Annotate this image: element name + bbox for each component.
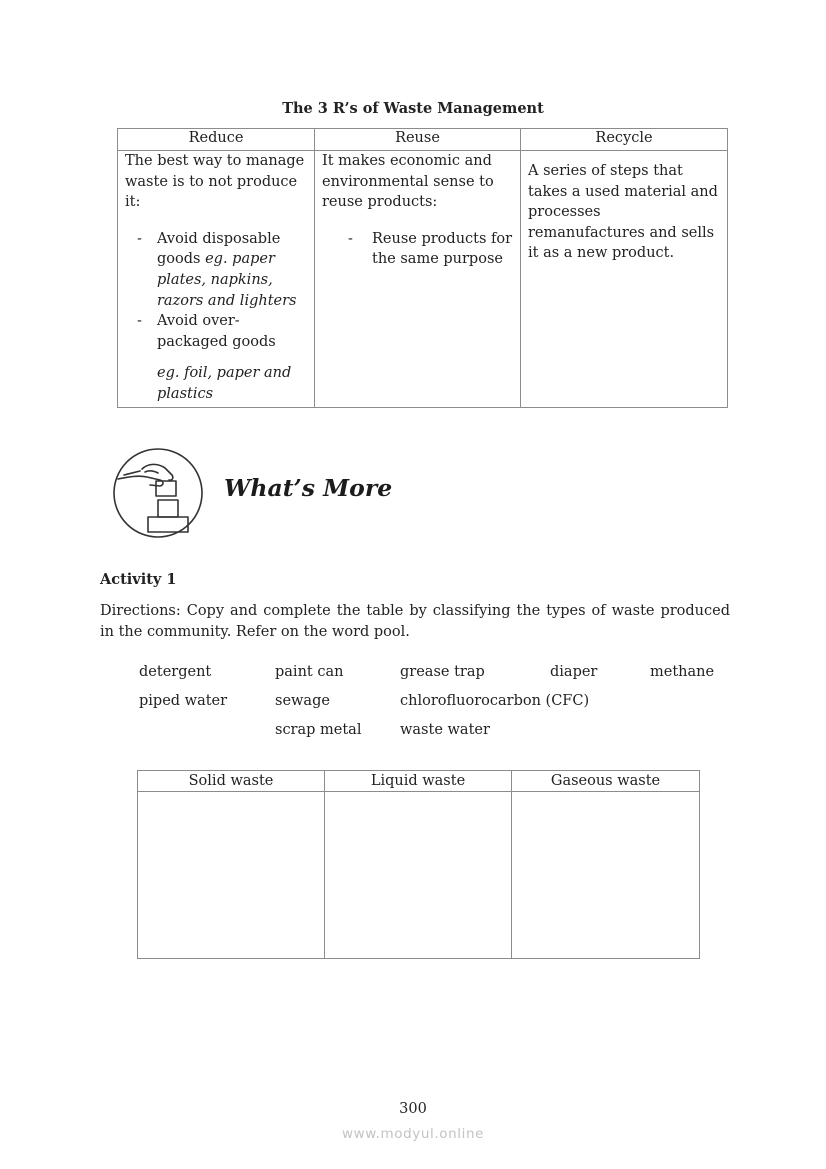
list-item bbox=[322, 229, 514, 270]
list-item bbox=[125, 311, 308, 404]
page-number: 300 bbox=[399, 1101, 427, 1117]
hand-stacking-blocks-icon bbox=[112, 447, 204, 539]
word-sewage: sewage bbox=[275, 693, 330, 709]
word-grease-trap: grease trap bbox=[400, 664, 485, 680]
table-row bbox=[118, 151, 728, 408]
reduce-item-2-text: Avoid over-packaged goods bbox=[157, 313, 276, 350]
recycle-cell bbox=[521, 151, 728, 408]
word-paint-can: paint can bbox=[275, 664, 344, 680]
section-title: What’s More bbox=[224, 474, 393, 502]
word-methane: methane bbox=[650, 664, 715, 680]
reuse-list bbox=[322, 229, 514, 270]
solid-waste-cell[interactable] bbox=[138, 792, 325, 959]
reduce-cell bbox=[118, 151, 315, 408]
reuse-cell bbox=[315, 151, 521, 408]
table-title: The 3 R’s of Waste Management bbox=[282, 100, 544, 117]
header-solid-waste: Solid waste bbox=[138, 771, 325, 792]
directions-text: Directions: Copy and complete the table by classifying the types of waste produced in the community. Refer on the word pool. bbox=[100, 603, 730, 640]
word-detergent: detergent bbox=[139, 664, 212, 680]
classification-table bbox=[137, 770, 700, 959]
table-header-row bbox=[138, 771, 700, 792]
reuse-intro: It makes economic and environmental sense to reuse products: bbox=[322, 153, 494, 211]
header-recycle: Recycle bbox=[521, 129, 728, 151]
word-scrap-metal: scrap metal bbox=[275, 722, 362, 738]
header-reduce: Reduce bbox=[118, 129, 315, 151]
word-cfc: chlorofluorocarbon (CFC) bbox=[400, 693, 590, 709]
header-gaseous-waste: Gaseous waste bbox=[512, 771, 700, 792]
table-header-row bbox=[118, 129, 728, 151]
header-reuse: Reuse bbox=[315, 129, 521, 151]
dash-bullet: - bbox=[137, 313, 142, 330]
dash-bullet: - bbox=[137, 230, 142, 247]
word-piped-water: piped water bbox=[139, 693, 228, 709]
reduce-item-2-example: eg. foil, paper and plastics bbox=[157, 365, 292, 402]
reduce-list bbox=[125, 229, 308, 405]
liquid-waste-cell[interactable] bbox=[325, 792, 512, 959]
word-waste-water: waste water bbox=[400, 722, 490, 738]
reduce-item-1-example: eg. paper plates, napkins, razors and lighters bbox=[157, 251, 297, 309]
word-diaper: diaper bbox=[550, 664, 598, 680]
dash-bullet: - bbox=[348, 230, 353, 247]
reduce-item-1-text: Avoid disposable goods bbox=[157, 230, 281, 268]
three-rs-table bbox=[117, 128, 728, 408]
reuse-item-1-text: Reuse products for the same purpose bbox=[372, 230, 513, 268]
recycle-text: A series of steps that takes a used material and processes remanufactures and sells it as a new product. bbox=[528, 163, 718, 262]
gaseous-waste-cell[interactable] bbox=[512, 792, 700, 959]
reduce-intro: The best way to manage waste is to not produce it: bbox=[125, 153, 305, 211]
activity-label: Activity 1 bbox=[100, 571, 177, 588]
table-row bbox=[138, 792, 700, 959]
watermark: www.modyul.online bbox=[341, 1126, 485, 1142]
list-item bbox=[125, 229, 308, 311]
header-liquid-waste: Liquid waste bbox=[325, 771, 512, 792]
